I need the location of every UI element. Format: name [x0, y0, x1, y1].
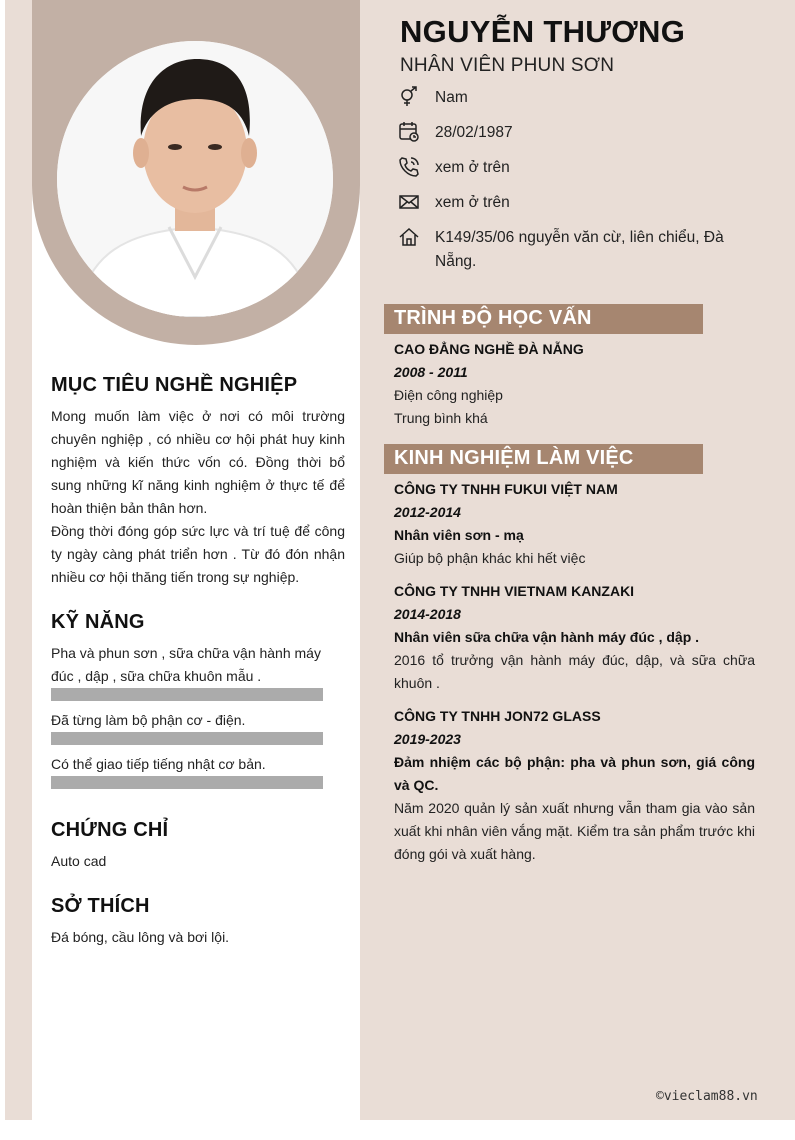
- job-company: CÔNG TY TNHH FUKUI VIỆT NAM: [394, 481, 618, 497]
- profile-photo: [57, 41, 333, 317]
- phone-value: xem ở trên: [435, 159, 510, 176]
- skill-bar-2: [51, 732, 323, 745]
- skills-title: KỸ NĂNG: [51, 611, 145, 633]
- calendar-icon: [398, 121, 420, 143]
- skill-bar-1: [51, 688, 323, 701]
- address-value: K149/35/06 nguyễn văn cừ, liên chiểu, Đà Nẵng.: [435, 229, 724, 270]
- skill-bar-fill-1: [51, 688, 323, 701]
- job-description: Năm 2020 quản lý sản xuất nhưng vẫn tham gia vào sản xuất khi nhân viên vắng mặt. Kiểm tra sản phẩm trước khi đóng gói và xuất hàng.: [394, 800, 755, 862]
- certificate-item: Auto cad: [51, 853, 107, 869]
- candidate-position: NHÂN VIÊN PHUN SƠN: [400, 55, 615, 76]
- job-description: Giúp bộ phận khác khi hết việc: [394, 550, 586, 566]
- experience-title: KINH NGHIỆM LÀM VIỆC: [394, 447, 634, 469]
- experience-header: [384, 444, 703, 474]
- objective-paragraph-2: Đồng thời đóng góp sức lực và trí tuệ để công ty ngày càng phát triển hơn . Từ đó đón nhận nhiều cơ hội thăng tiến trong sự nghiệp.: [51, 523, 345, 585]
- email-value: xem ở trên: [435, 194, 510, 211]
- education-period: 2008 - 2011: [394, 364, 468, 380]
- job-company: CÔNG TY TNHH VIETNAM KANZAKI: [394, 583, 635, 599]
- job-period: 2012-2014: [394, 504, 461, 520]
- birthday-value: 28/02/1987: [435, 124, 513, 141]
- objective-title: MỤC TIÊU NGHỀ NGHIỆP: [51, 374, 298, 396]
- job-position: Nhân viên sơn - mạ: [394, 527, 524, 543]
- certificates-title: CHỨNG CHỈ: [51, 819, 169, 841]
- skill-text-1: Pha và phun sơn , sữa chữa vận hành máy đúc , dập , sữa chữa khuôn mẫu .: [51, 645, 321, 684]
- candidate-name: NGUYỄN THƯƠNG: [400, 14, 686, 49]
- home-icon: [398, 226, 420, 248]
- job-description: 2016 tổ trưởng vận hành máy đúc, dập, và sữa chữa khuôn .: [394, 652, 755, 691]
- education-major: Điện công nghiệp: [394, 387, 503, 403]
- job-position: Nhân viên sữa chữa vận hành máy đúc , dập .: [394, 629, 700, 645]
- objective-paragraph-1: Mong muốn làm việc ở nơi có môi trường chuyên nghiệp , có nhiều cơ hội phát huy kinh nghiệm và kiến thức vốn có. Đồng thời bổ sung những kĩ năng kinh nghiệm ở thực tế để hoàn thiện bản thân hơn.: [51, 408, 345, 516]
- watermark: ©vieclam88.vn: [656, 1089, 758, 1104]
- job-period: 2019-2023: [394, 731, 461, 747]
- education-header: [384, 304, 703, 334]
- education-school: CAO ĐẲNG NGHỀ ĐÀ NẴNG: [394, 341, 584, 357]
- job-period: 2014-2018: [394, 606, 461, 622]
- phone-icon: [398, 156, 420, 178]
- mail-icon: [398, 191, 420, 213]
- hobbies-text: Đá bóng, cầu lông và bơi lội.: [51, 929, 230, 945]
- skill-bar-3: [51, 776, 323, 789]
- gender-value: Nam: [435, 89, 468, 106]
- job-position: Đảm nhiệm các bộ phận: pha và phun sơn, giá công và QC.: [394, 754, 755, 793]
- gender-icon: [398, 86, 420, 108]
- skill-text-2: Đã từng làm bộ phận cơ - điện.: [51, 712, 246, 728]
- education-grade: Trung bình khá: [394, 410, 488, 426]
- job-company: CÔNG TY TNHH JON72 GLASS: [394, 708, 601, 724]
- skill-bar-fill-3: [51, 776, 323, 789]
- skill-text-3: Có thể giao tiếp tiếng nhật cơ bản.: [51, 756, 266, 772]
- education-title: TRÌNH ĐỘ HỌC VẤN: [394, 307, 592, 329]
- hobbies-title: SỞ THÍCH: [51, 895, 150, 917]
- skill-bar-fill-2: [51, 732, 323, 745]
